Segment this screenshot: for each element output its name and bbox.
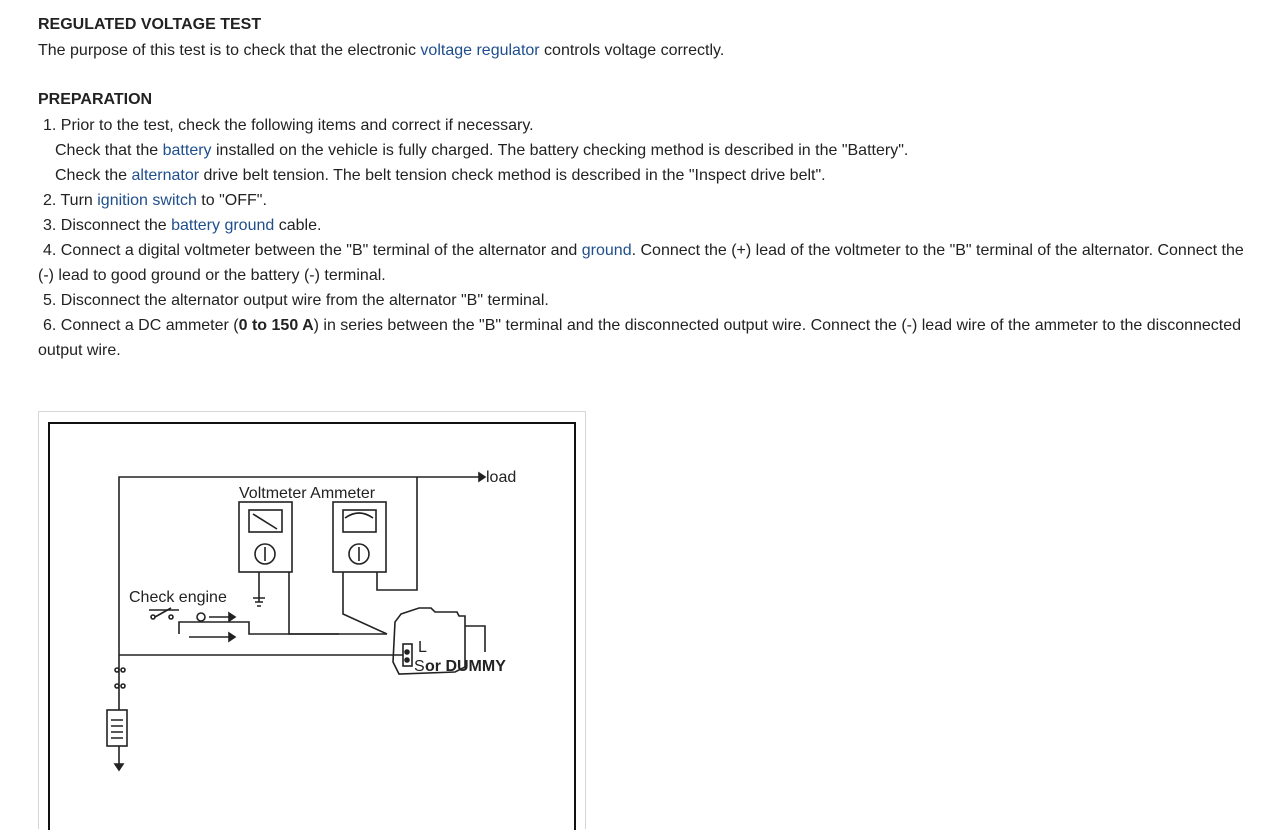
dummy-label: or DUMMY	[425, 658, 506, 675]
step-5: 5. Disconnect the alternator output wire from the alternator "B" terminal.	[43, 292, 549, 309]
step-text: 6. Connect a DC ammeter (	[43, 317, 239, 334]
check-engine-label: Check engine	[129, 589, 227, 606]
step-text: to "OFF".	[196, 192, 267, 209]
preparation-steps	[38, 113, 1263, 363]
load-arrow-icon	[479, 473, 485, 481]
load-label: load	[486, 469, 517, 486]
step-text: ) in series between the "B" terminal and the disconnected output wire. Connect the (-) lead wire of the ammeter to the disconnected output wire.	[38, 317, 1242, 359]
ammeter-needle	[345, 513, 373, 518]
voltmeter-needle	[253, 514, 277, 529]
step-4	[38, 238, 1263, 288]
purpose-paragraph	[38, 38, 724, 63]
preparation-title: PREPARATION	[38, 91, 153, 108]
ground-link[interactable]: ground	[581, 242, 632, 259]
check-engine-lamp-icon	[197, 613, 205, 621]
purpose-text-end: controls voltage correctly.	[539, 42, 725, 59]
step-text: drive belt tension. The belt tension check method is described in the "Inspect drive belt".	[199, 167, 826, 184]
battery-link[interactable]: battery	[162, 142, 212, 159]
step-1b	[38, 163, 1263, 188]
section-title: REGULATED VOLTAGE TEST	[38, 16, 262, 33]
step-6	[38, 313, 1263, 363]
battery-ground-link[interactable]: battery ground	[171, 217, 275, 234]
purpose-text: The purpose of this test is to check that the electronic	[38, 42, 421, 59]
step-text: cable.	[274, 217, 322, 234]
alternator-link[interactable]: alternator	[131, 167, 200, 184]
terminal-l-label: L	[418, 639, 427, 656]
step-text: 2. Turn	[43, 192, 98, 209]
voltage-regulator-link[interactable]: voltage regulator	[420, 42, 540, 59]
step-text: installed on the vehicle is fully charged. The battery checking method is described in the "Battery".	[211, 142, 909, 159]
step-text: 4. Connect a digital voltmeter between the "B" terminal of the alternator and	[43, 242, 582, 259]
voltmeter-box	[239, 502, 292, 572]
load-wire	[119, 477, 479, 665]
battery-icon	[107, 710, 127, 746]
step-2	[38, 188, 1263, 213]
step-3	[38, 213, 1263, 238]
step-text: Check the	[55, 167, 132, 184]
step-1a	[38, 138, 1263, 163]
step-text: 3. Disconnect the	[43, 217, 172, 234]
step-text: Check that the	[55, 142, 163, 159]
ignition-switch-link[interactable]: ignition switch	[97, 192, 197, 209]
step-text: . Connect the (+) lead of the voltmeter to the "B" terminal of the alternator. Connect the (-) lead to good ground or the battery (-) terminal.	[38, 242, 1244, 284]
terminal-s-label: S	[414, 658, 425, 675]
step-1: 1. Prior to the test, check the following items and correct if necessary.	[43, 117, 534, 134]
ammeter-range: 0 to 150 A	[238, 317, 314, 334]
wiring-diagram	[38, 411, 586, 829]
wiring-diagram-svg	[39, 412, 587, 830]
meters-label: Voltmeter Ammeter	[239, 485, 376, 502]
